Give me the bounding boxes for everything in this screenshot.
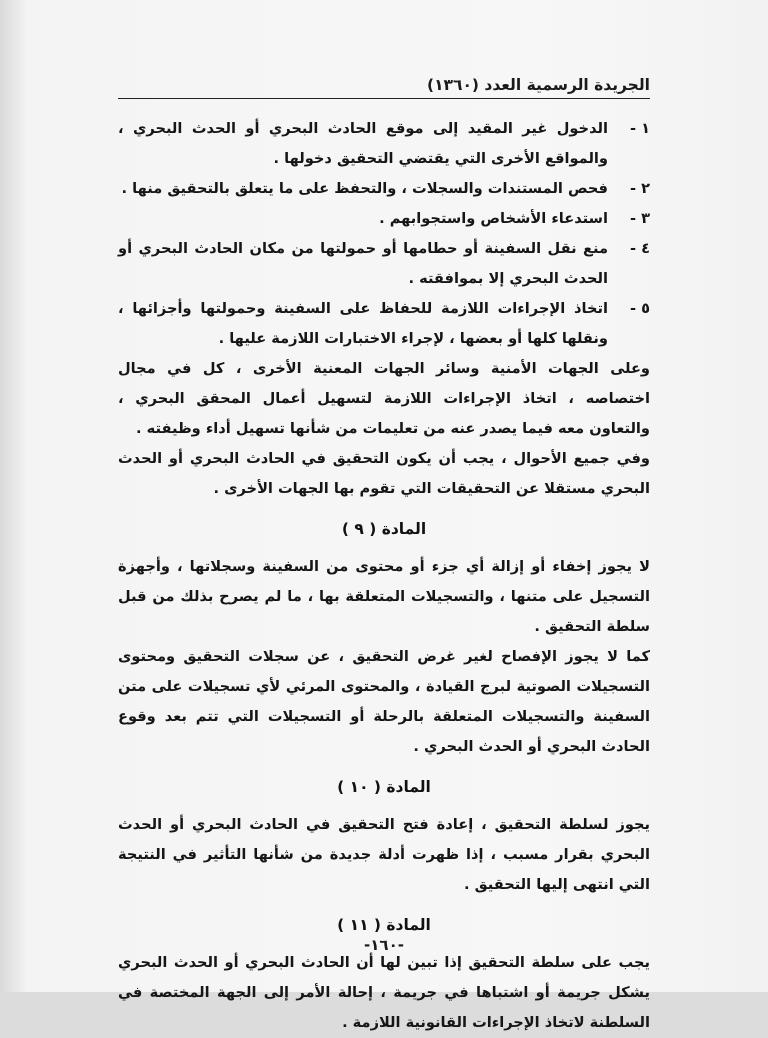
item-text: منع نقل السفينة أو حطامها أو حمولتها من مكان الحادث البحري أو الحدث البحري إلا بموافقته . — [118, 240, 608, 287]
item-number: ١ - — [629, 120, 650, 137]
item-number: ٥ - — [629, 300, 650, 317]
list-item — [118, 174, 650, 204]
paragraph: يجب على سلطة التحقيق إذا تبين لها أن الحادث البحري أو الحدث البحري يشكل جريمة أو اشتباها في جريمة ، إحالة الأمر إلى الجهة المختصة في السلطنة لاتخاذ الإجراءات القانونية اللازمة . — [118, 954, 650, 1031]
item-number: ٣ - — [629, 210, 650, 227]
list-item — [118, 294, 650, 354]
page-body — [118, 114, 650, 1038]
item-number: ٤ - — [629, 240, 650, 257]
item-text: الدخول غير المقيد إلى موقع الحادث البحري أو الحدث البحري ، والمواقع الأخرى التي يقتضي التحقيق دخولها . — [118, 120, 608, 167]
list-item — [118, 204, 650, 234]
article-title: المادة ( ٩ ) — [341, 520, 427, 538]
list-item — [118, 234, 650, 294]
article-title: المادة ( ١١ ) — [337, 916, 431, 934]
paragraph: لا يجوز إخفاء أو إزالة أي جزء أو محتوى من السفينة وسجلاتها ، وأجهزة التسجيل على متنها ، والتسجيلات المتعلقة بها ، ما لم يصرح بذلك من قبل سلطة التحقيق . — [118, 558, 650, 635]
article-title: المادة ( ١٠ ) — [337, 778, 431, 796]
paragraph: وعلى الجهات الأمنية وسائر الجهات المعنية الأخرى ، كل في مجال اختصاصه ، اتخاذ الإجراءات اللازمة لتسهيل أعمال المحقق البحري ، والتعاون معه فيما يصدر عنه من تعليمات من شأنها تسهيل أداء وظيفته . — [118, 360, 650, 437]
paragraph: وفي جميع الأحوال ، يجب أن يكون التحقيق في الحادث البحري أو الحدث البحري مستقلا عن التحقيقات التي تقوم بها الجهات الأخرى . — [118, 450, 650, 497]
item-text: استدعاء الأشخاص واستجوابهم . — [379, 210, 608, 227]
page-header — [118, 76, 650, 99]
item-text: اتخاذ الإجراءات اللازمة للحفاظ على السفينة وحمولتها وأجزائها ، ونقلها كلها أو بعضها ، لإجراء الاختبارات اللازمة عليها . — [118, 300, 608, 347]
paragraph: يجوز لسلطة التحقيق ، إعادة فتح التحقيق في الحادث البحري أو الحدث البحري بقرار مسبب ، إذا ظهرت أدلة جديدة من شأنها التأثير في النتيجة التي انتهى إليها التحقيق . — [118, 816, 650, 893]
page-number: -١٦٠- — [364, 936, 404, 954]
paragraph: كما لا يجوز الإفصاح لغير غرض التحقيق ، عن سجلات التحقيق ومحتوى التسجيلات الصوتية لبرج القيادة ، والمحتوى المرئي لأي تسجيلات على متن السفينة والتسجيلات المتعلقة بالرحلة أو التسجيلات التي تتم بعد وقوع الحادث البحري أو الحدث البحري . — [118, 648, 650, 755]
list-item — [118, 114, 650, 174]
header-title: الجريدة الرسمية العدد (١٣٦٠) — [426, 76, 650, 94]
item-number: ٢ - — [629, 180, 650, 197]
item-text: فحص المستندات والسجلات ، والتحفظ على ما يتعلق بالتحقيق منها . — [121, 180, 608, 197]
